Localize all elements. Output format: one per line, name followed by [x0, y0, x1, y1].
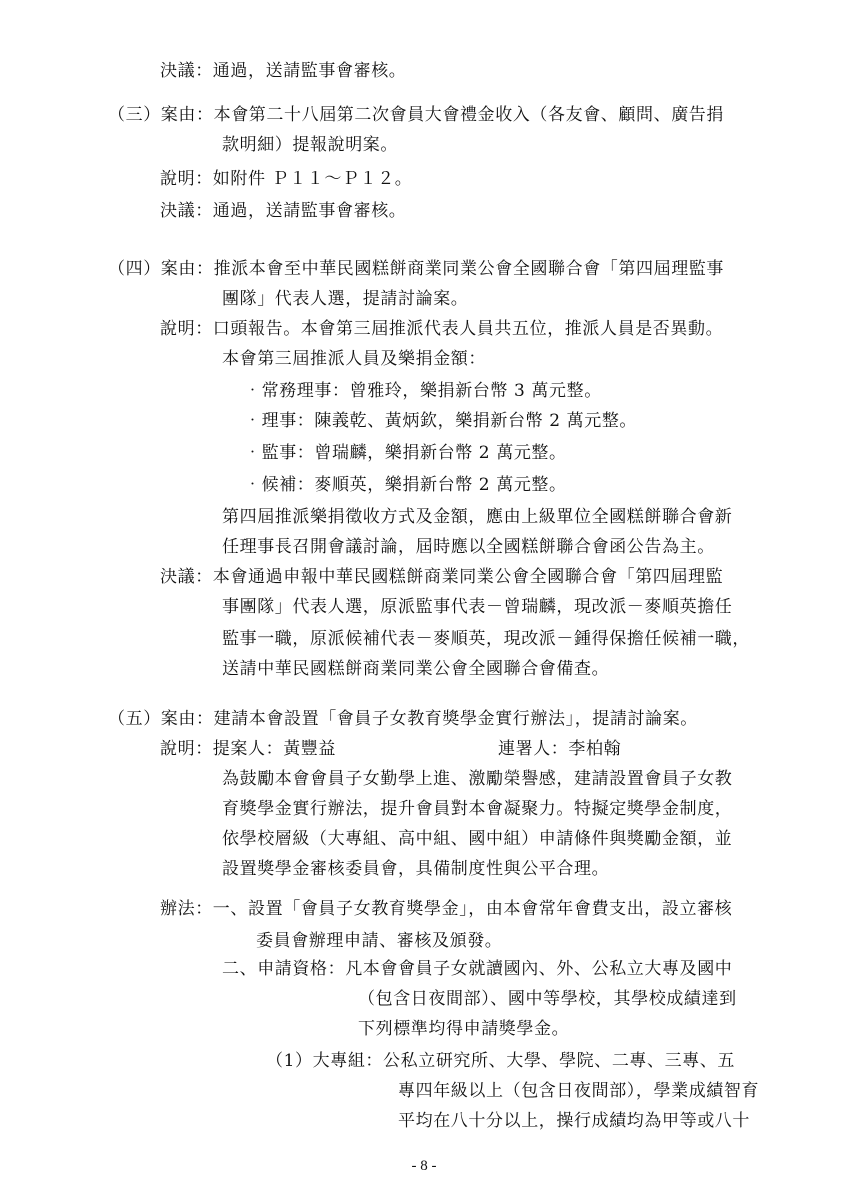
- text-line: 連署人：李柏翰: [498, 739, 622, 759]
- text-line: 設置獎學金審核委員會，具備制度性與公平合理。: [222, 859, 610, 879]
- text-line: 本會第三屆推派人員及樂捐金額：: [222, 349, 486, 369]
- text-line: 送請中華民國糕餅商業同業公會全國聯合會備查。: [222, 659, 610, 679]
- text-line: 說明：口頭報告。本會第三屆推派代表人員共五位，推派人員是否異動。: [160, 319, 724, 339]
- text-line: 任理事長召開會議討論，屆時應以全國糕餅聯合會函公告為主。: [222, 537, 715, 557]
- text-line: 平均在八十分以上，操行成績均為甲等或八十: [398, 1111, 750, 1131]
- text-line: 決議：本會通過申報中華民國糕餅商業同業公會全國聯合會「第四屆理監: [160, 567, 724, 587]
- text-line: 辦法：一、設置「會員子女教育獎學金」，由本會常年會費支出，設立審核: [160, 899, 733, 919]
- text-line: 團隊」代表人選，提請討論案。: [222, 289, 469, 309]
- text-line: ‧理事：陳義乾、黃炳欽，樂捐新台幣 2 萬元整。: [244, 411, 638, 431]
- text-line: ‧監事：曾瑞麟，樂捐新台幣 2 萬元整。: [244, 443, 567, 463]
- text-line: 第四屆推派樂捐徵收方式及金額，應由上級單位全國糕餅聯合會新: [222, 507, 733, 527]
- text-line: 監事一職，原派候補代表－麥順英，現改派－鍾得保擔任候補一職，: [222, 629, 750, 649]
- text-line: 事團隊」代表人選，原派監事代表－曾瑞麟，現改派－麥順英擔任: [222, 597, 733, 617]
- text-line: 款明細）提報說明案。: [222, 135, 398, 155]
- text-line: （1）大專組：公私立研究所、大學、學院、二專、三專、五: [266, 1051, 736, 1071]
- text-line: （五）案由：建請本會設置「會員子女教育獎學金實行辦法」，提請討論案。: [108, 709, 698, 729]
- page-number: - 8 -: [411, 1158, 437, 1174]
- text-line: 育獎學金實行辦法，提升會員對本會凝聚力。特擬定獎學金制度，: [222, 799, 733, 819]
- text-line: ‧候補：麥順英，樂捐新台幣 2 萬元整。: [244, 475, 567, 495]
- text-line: 為鼓勵本會會員子女勤學上進、激勵榮譽感，建請設置會員子女教: [222, 769, 733, 789]
- text-line: 決議：通過，送請監事會審核。: [160, 61, 407, 81]
- text-line: （三）案由：本會第二十八屆第二次會員大會禮金收入（各友會、顧問、廣告捐: [108, 105, 724, 125]
- text-line: （四）案由：推派本會至中華民國糕餅商業同業公會全國聯合會「第四屆理監事: [108, 259, 724, 279]
- text-line: 下列標準均得申請獎學金。: [358, 1019, 570, 1039]
- text-line: 決議：通過，送請監事會審核。: [160, 201, 407, 221]
- text-line: 說明：提案人：黃豐益: [160, 739, 336, 759]
- text-line: 二、申請資格：凡本會會員子女就讀國內、外、公私立大專及國中: [222, 959, 733, 979]
- text-line: 依學校層級（大專組、高中組、國中組）申請條件與獎勵金額，並: [222, 829, 733, 849]
- text-line: 委員會辦理申請、審核及頒發。: [256, 931, 503, 951]
- text-line: 說明：如附件 Ｐ１１～Ｐ１２。: [160, 169, 413, 189]
- text-line: ‧常務理事：曾雅玲，樂捐新台幣 3 萬元整。: [244, 381, 602, 401]
- text-line: （包含日夜間部）、國中等學校，其學校成績達到: [358, 989, 737, 1009]
- text-line: 專四年級以上（包含日夜間部），學業成績智育: [398, 1081, 760, 1101]
